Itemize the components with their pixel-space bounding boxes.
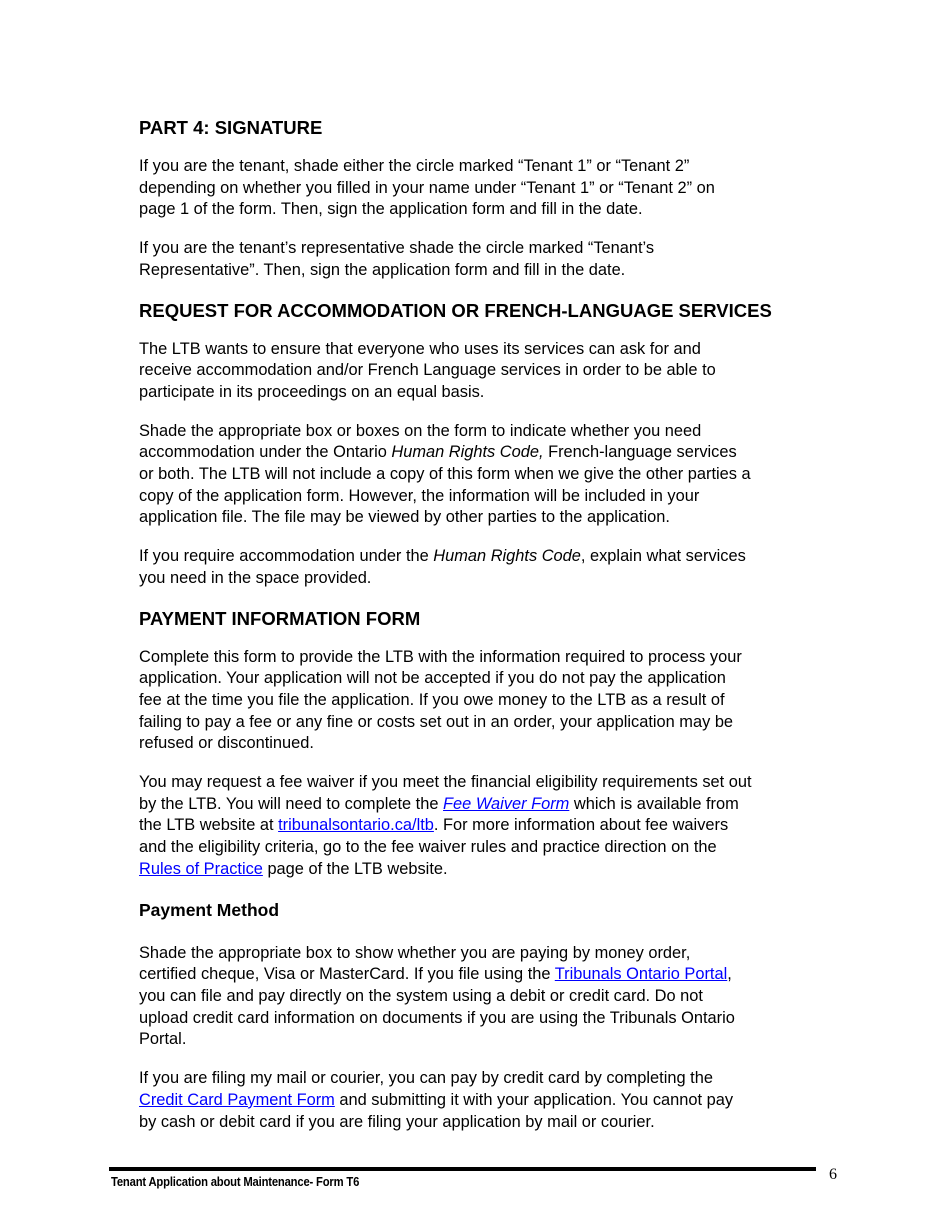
text-run: Shade the appropriate box or boxes on the form to indicate whether you need — [139, 421, 702, 440]
tribunals-ontario-ltb-link[interactable]: tribunalsontario.ca/ltb — [278, 816, 434, 835]
text-run: upload credit card information on documents if you are using the Tribunals Ontario — [139, 1008, 735, 1027]
para-tenant-circle-instructions — [139, 156, 851, 221]
text-line — [139, 156, 851, 178]
text-line — [139, 486, 851, 508]
text-line — [139, 199, 851, 221]
footer-divider — [109, 1167, 816, 1171]
text-run: , — [727, 965, 732, 984]
text-run: accommodation under the Ontario — [139, 443, 392, 462]
text-run: Representative”. Then, sign the application form and fill in the date. — [139, 260, 626, 279]
text-run: If you are the tenant, shade either the circle marked “Tenant 1” or “Tenant 2” — [139, 157, 690, 175]
text-run: you can file and pay directly on the system using a debit or credit card. Do not — [139, 986, 703, 1005]
text-run: depending on whether you filled in your name under “Tenant 1” or “Tenant 2” on — [139, 178, 715, 197]
text-run: French-language services — [543, 443, 737, 462]
text-line — [139, 794, 851, 816]
fee-waiver-form-link[interactable]: Fee Waiver Form — [443, 794, 570, 813]
rules-of-practice-link[interactable]: Rules of Practice — [139, 859, 263, 878]
footer-title: Tenant Application about Maintenance- Form T6 — [111, 1175, 360, 1189]
text-line — [139, 421, 851, 443]
text-run: by cash or debit card if you are filing your application by mail or courier. — [139, 1112, 655, 1131]
text-line — [139, 815, 851, 837]
text-line — [139, 442, 851, 464]
text-line — [139, 568, 851, 590]
text-line — [139, 690, 851, 712]
text-line — [139, 712, 851, 734]
text-line — [139, 507, 851, 529]
text-run: failing to pay a fee or any fine or costs set out in an order, your application may be — [139, 712, 734, 731]
text-line — [139, 1029, 851, 1051]
text-run: fee at the time you file the application. If you owe money to the LTB as a result of — [139, 690, 725, 709]
text-run: copy of the application form. However, the information will be included in your — [139, 486, 700, 505]
text-run: receive accommodation and/or French Language services in order to be able to — [139, 361, 716, 380]
text-line — [139, 464, 851, 486]
text-run: If you are the tenant’s representative shade the circle marked “Tenant’s — [139, 239, 655, 258]
heading-payment-method: Payment Method — [139, 899, 280, 920]
text-line — [139, 668, 851, 690]
text-run: application. Your application will not be accepted if you do not pay the application — [139, 669, 726, 688]
text-line — [139, 360, 851, 382]
text-line — [139, 178, 851, 200]
text-line — [139, 733, 851, 755]
text-run: and the eligibility criteria, go to the fee waiver rules and practice direction on the — [139, 838, 717, 857]
text-run: Complete this form to provide the LTB with the information required to process your — [139, 647, 742, 666]
text-run: refused or discontinued. — [139, 734, 314, 753]
text-run: page 1 of the form. Then, sign the application form and fill in the date. — [139, 200, 643, 219]
para-representative-instructions — [139, 238, 851, 281]
text-line — [139, 943, 851, 965]
text-line — [139, 837, 851, 859]
para-mail-courier-payment — [139, 1068, 851, 1133]
text-line — [139, 859, 851, 881]
text-run: Human Rights Code — [433, 547, 581, 566]
document-body — [139, 111, 851, 1150]
text-line — [139, 382, 851, 404]
para-ltb-equal-basis — [139, 339, 851, 404]
text-run: which is available from — [569, 794, 739, 813]
tribunals-ontario-portal-link[interactable]: Tribunals Ontario Portal — [554, 965, 728, 984]
text-run: . For more information about fee waivers — [433, 816, 729, 835]
text-run: or both. The LTB will not include a copy of this form when we give the other parties a — [139, 465, 751, 484]
text-line — [139, 546, 851, 568]
text-line — [139, 260, 851, 282]
text-line — [139, 986, 851, 1008]
text-run: you need in the space provided. — [139, 568, 372, 587]
heading-accommodation-french-services: REQUEST FOR ACCOMMODATION OR FRENCH-LANGUAGE SERVICES — [139, 299, 772, 321]
text-run: If you are filing my mail or courier, you can pay by credit card by completing the — [139, 1069, 713, 1088]
text-run: page of the LTB website. — [262, 859, 448, 878]
text-run: and submitting it with your application. You cannot pay — [334, 1090, 734, 1109]
text-run: If you require accommodation under the — [139, 547, 434, 566]
text-run: by the LTB. You will need to complete the — [139, 794, 444, 813]
text-run: the LTB website at — [139, 816, 279, 835]
text-run: The LTB wants to ensure that everyone who uses its services can ask for and — [139, 339, 701, 358]
credit-card-payment-form-link[interactable]: Credit Card Payment Form — [139, 1090, 335, 1109]
text-line — [139, 1112, 851, 1134]
para-fee-waiver — [139, 772, 851, 881]
text-line — [139, 772, 851, 794]
heading-payment-information-form: PAYMENT INFORMATION FORM — [139, 607, 421, 629]
heading-part-4-signature: PART 4: SIGNATURE — [139, 117, 323, 138]
text-line — [139, 238, 851, 260]
text-run: , explain what services — [580, 547, 746, 566]
text-line — [139, 647, 851, 669]
para-accommodation-explain — [139, 546, 851, 589]
text-line — [139, 1090, 851, 1112]
para-shade-accommodation-boxes — [139, 421, 851, 530]
text-run: certified cheque, Visa or MasterCard. If you file using the — [139, 965, 555, 984]
text-run: application file. The file may be viewed by other parties to the application. — [139, 508, 670, 527]
text-run: Shade the appropriate box to show whether you are paying by money order, — [139, 943, 691, 962]
text-line — [139, 1068, 851, 1090]
text-line — [139, 964, 851, 986]
text-run: You may request a fee waiver if you meet the financial eligibility requirements set out — [139, 773, 752, 792]
text-run: Human Rights Code, — [391, 443, 544, 462]
text-line — [139, 339, 851, 361]
text-run: participate in its proceedings on an equal basis. — [139, 382, 485, 401]
text-run: Portal. — [139, 1030, 187, 1049]
para-complete-form-fee — [139, 647, 851, 756]
para-payment-shade-box — [139, 943, 851, 1052]
page-number: 6 — [829, 1166, 837, 1183]
text-line — [139, 1008, 851, 1030]
